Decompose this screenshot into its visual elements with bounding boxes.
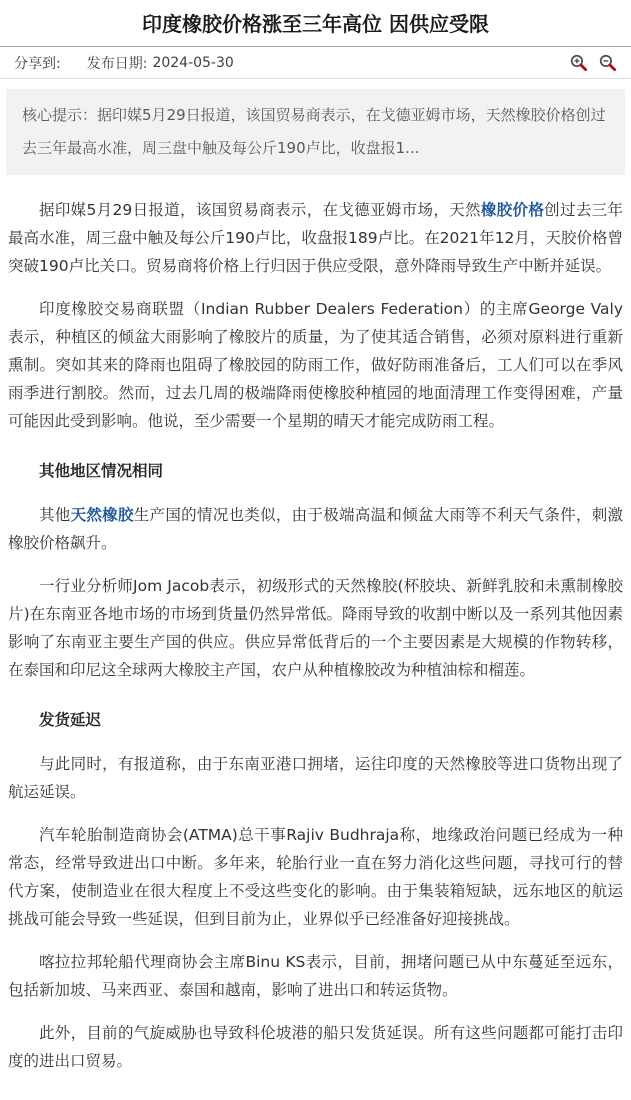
magnifier-plus-icon: [569, 53, 588, 72]
article-paragraph: 与此同时，有报道称，由于东南亚港口拥堵，运往印度的天然橡胶等进口货物出现了航运延误。: [8, 755, 623, 801]
article-paragraph: 一行业分析师Jom Jacob表示，初级形式的天然橡胶(杯胶块、新鲜乳胶和未熏制橡胶片)在东南亚各地市场的市场到货量仍然异常低。降雨导致的收割中断以及一系列其他因素影响了东南亚主要生产国的供应。供应异常低背后的一个主要因素是大规模的作物转移，在泰国和印尼这全球两大橡胶主产国，农户从种植橡胶改为种植油棕和榴莲。: [8, 577, 623, 679]
zoom-in-button[interactable]: [569, 53, 588, 72]
section-heading: 发货延迟: [39, 711, 102, 729]
publish-info: [87, 53, 234, 73]
meta-left: [14, 53, 569, 73]
zoom-out-button[interactable]: [598, 53, 617, 72]
article-paragraph: 喀拉拉邦轮船代理商协会主席Binu KS表示，目前，拥堵问题已从中东蔓延至远东，包括新加坡、马来西亚、泰国和越南，影响了进出口和转运货物。: [8, 953, 623, 999]
article-paragraph: 其他天然橡胶生产国的情况也类似，由于极端高温和倾盆大雨等不利天气条件，刺激橡胶价格飙升。: [8, 506, 623, 552]
article-paragraph: 汽车轮胎制造商协会(ATMA)总干事Rajiv Budhraja称，地缘政治问题已经成为一种常态，经常导致进出口中断。多年来，轮胎行业一直在努力消化这些问题，寻找可行的替代方案，使制造业在很大程度上不受这些变化的影响。由于集装箱短缺，远东地区的航运挑战可能会导致一些延误，但到目前为止，业界似乎已经准备好迎接挑战。: [8, 826, 623, 928]
magnifier-minus-icon: [598, 53, 617, 72]
inline-link[interactable]: 橡胶价格: [480, 201, 545, 219]
publish-date-label: 发布日期:: [86, 55, 148, 72]
section-heading: 其他地区情况相同: [39, 462, 164, 480]
page-title: 印度橡胶价格涨至三年高位 因供应受限: [142, 12, 489, 36]
summary-text: 核心提示：据印媒5月29日报道，该国贸易商表示，在戈德亚姆市场，天然橡胶价格创过去三年最高水准，周三盘中触及每公斤190卢比，收盘报1...: [22, 106, 606, 157]
article-body: [0, 175, 631, 1100]
publish-date-value: 2024-05-30: [152, 54, 234, 71]
summary-box: [6, 89, 625, 175]
article-paragraph: 据印媒5月29日报道，该国贸易商表示，在戈德亚姆市场，天然橡胶价格创过去三年最高水准，周三盘中触及每公斤190卢比，收盘报189卢比。在2021年12月，天胶价格曾突破190卢比关口。贸易商将价格上行归因于供应受限，意外降雨导致生产中断并延误。: [8, 201, 623, 275]
share-label: 分享到:: [14, 55, 61, 72]
article-paragraph: 此外，目前的气旋威胁也导致科伦坡港的船只发货延误。所有这些问题都可能打击印度的进出口贸易。: [8, 1024, 623, 1070]
inline-link[interactable]: 天然橡胶: [70, 506, 134, 524]
meta-bar: [0, 46, 631, 79]
article-header: [0, 0, 631, 46]
font-zoom-controls: [569, 53, 617, 72]
article-paragraph: 印度橡胶交易商联盟（Indian Rubber Dealers Federation）的主席George Valy表示，种植区的倾盆大雨影响了橡胶片的质量，为了使其适合销售，必须对原料进行重新熏制。突如其来的降雨也阻碍了橡胶园的防雨工作，做好防雨准备后，工人们可以在季风雨季进行割胶。然而，过去几周的极端降雨使橡胶种植园的地面清理工作变得困难，产量可能因此受到影响。他说，至少需要一个星期的晴天才能完成防雨工程。: [8, 300, 623, 430]
